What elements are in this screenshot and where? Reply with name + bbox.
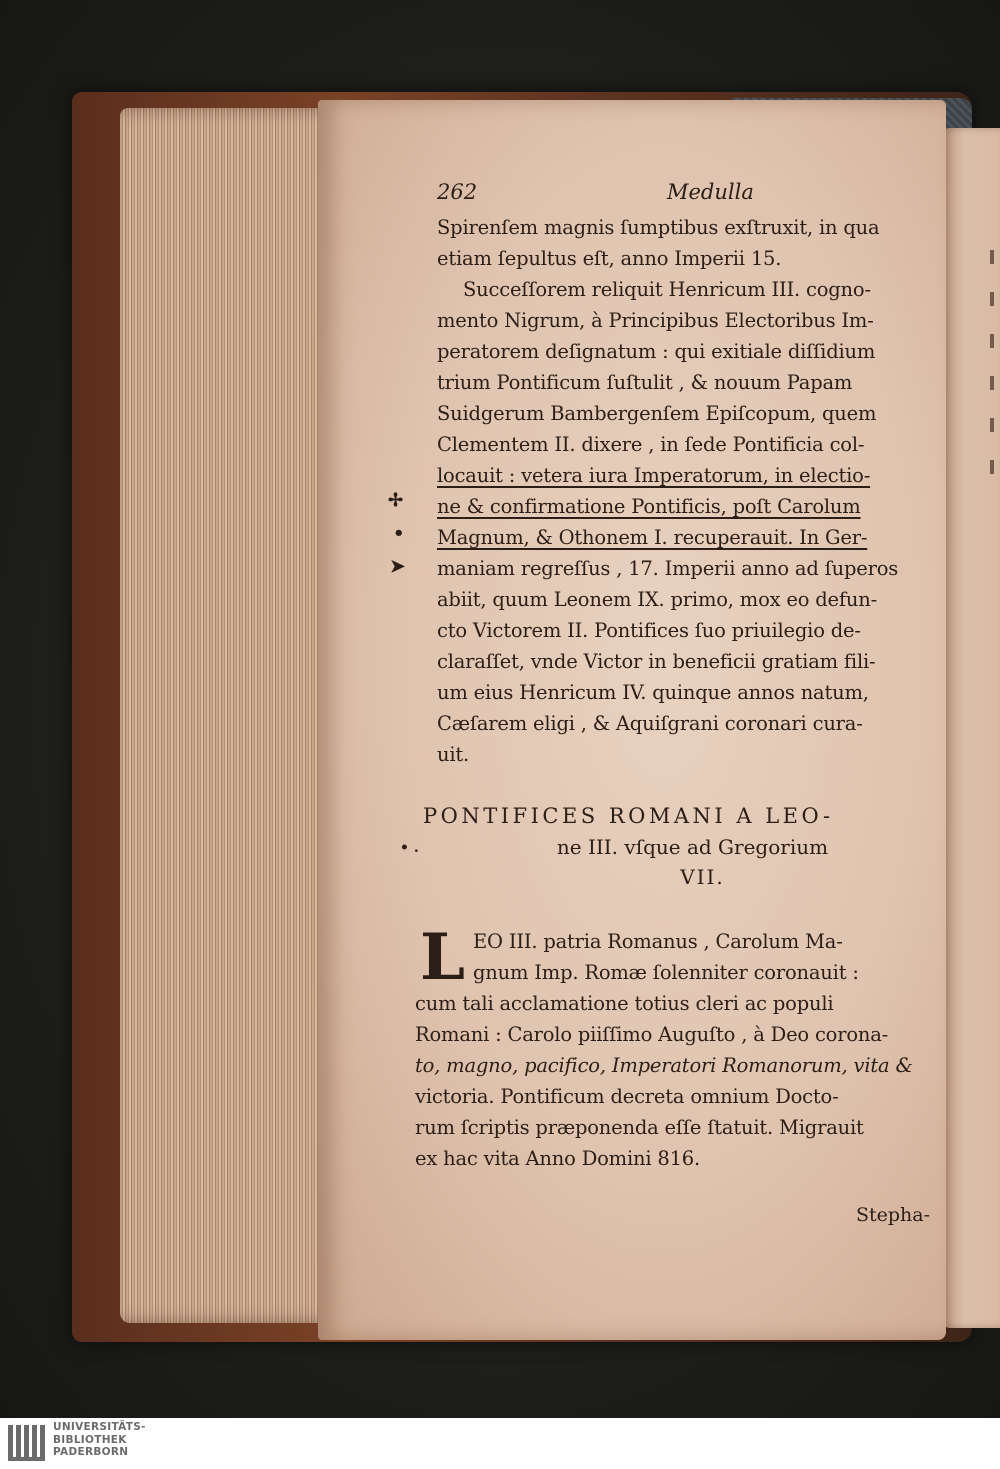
text-line: rum ſcriptis præponenda eſſe ſtatuit. Migrauit — [415, 1116, 864, 1139]
margin-mark-2: • — [393, 523, 405, 544]
text-line: Clementem II. dixere , in ſede Pontificia col- — [437, 433, 865, 456]
text-line: Cæſarem eligi , & Aquiſgrani coronari cura- — [437, 712, 863, 735]
underlined-text-line: Magnum, & Othonem I. recuperauit. In Ger- — [437, 526, 868, 549]
text-line: gnum Imp. Romæ ſolenniter coronauit : — [473, 961, 859, 984]
margin-mark-4: • . — [400, 840, 419, 856]
page-text — [415, 180, 940, 1226]
library-name-line-1: UNIVERSITÄTS- — [53, 1421, 146, 1433]
text-line: Romani : Carolo piiſſimo Auguſto , à Deo corona- — [415, 1023, 889, 1046]
text-line: abiit, quum Leonem IX. primo, mox eo defun- — [437, 588, 878, 611]
text-line: Succeſſorem reliquit Henricum III. cogno- — [463, 278, 871, 301]
page-block-edge — [120, 108, 350, 1323]
text-line: mento Nigrum, à Principibus Electoribus Im- — [437, 309, 874, 332]
section-heading-line3: VII. — [680, 865, 725, 889]
drop-cap: L — [420, 920, 465, 995]
underlined-text-line: ne & confirmatione Pontificis, poſt Carolum — [437, 495, 861, 518]
text-line: Suidgerum Bambergenſem Epiſcopum, quem — [437, 402, 877, 425]
page-number: 262 — [437, 180, 478, 204]
text-line: victoria. Pontificum decreta omnium Docto- — [415, 1085, 839, 1108]
text-line: um eius Henricum IV. quinque annos natum, — [437, 681, 869, 704]
library-logo-icon — [6, 1421, 50, 1465]
text-line: to, magno, pacifico, Imperatori Romanorum, vita & — [415, 1054, 913, 1077]
library-name — [53, 1421, 146, 1459]
section-heading: PONTIFICES ROMANI A LEO- — [423, 804, 834, 828]
facing-page-text-fragments — [990, 250, 998, 502]
text-line: trium Pontificum ſuſtulit , & nouum Papam — [437, 371, 853, 394]
page-header — [415, 180, 940, 212]
catchword: Stepha- — [855, 1204, 930, 1226]
text-line: etiam ſepultus eſt, anno Imperii 15. — [437, 247, 782, 270]
text-line: ex hac vita Anno Domini 816. — [415, 1147, 701, 1170]
text-line: claraſſet, vnde Victor in beneficii gratiam fili- — [437, 650, 876, 673]
text-line: uit. — [437, 743, 470, 766]
text-line: peratorem deſignatum : qui exitiale diſſidium — [437, 340, 876, 363]
text-line: maniam regreſſus , 17. Imperii anno ad ſuperos — [437, 557, 899, 580]
text-line: EO III. patria Romanus , Carolum Ma- — [473, 930, 843, 953]
text-line: Spirenſem magnis ſumptibus exſtruxit, in qua — [437, 216, 880, 239]
running-title: Medulla — [667, 180, 754, 204]
footer-bar — [0, 1418, 1000, 1469]
text-line: cto Victorem II. Pontifices ſuo priuilegio de- — [437, 619, 861, 642]
library-name-line-2: BIBLIOTHEK — [53, 1433, 127, 1446]
text-line: cum tali acclamatione totius cleri ac populi — [415, 992, 834, 1015]
paragraph-leo — [415, 920, 940, 1174]
section-heading-line2: ne III. vſque ad Gregorium — [556, 835, 829, 859]
underlined-text-line: locauit : vetera iura Imperatorum, in electio- — [437, 464, 871, 487]
margin-mark-3: ➤ — [390, 556, 406, 577]
library-name-line-3: PADERBORN — [53, 1446, 129, 1458]
margin-mark-1: ✢ — [388, 490, 404, 511]
